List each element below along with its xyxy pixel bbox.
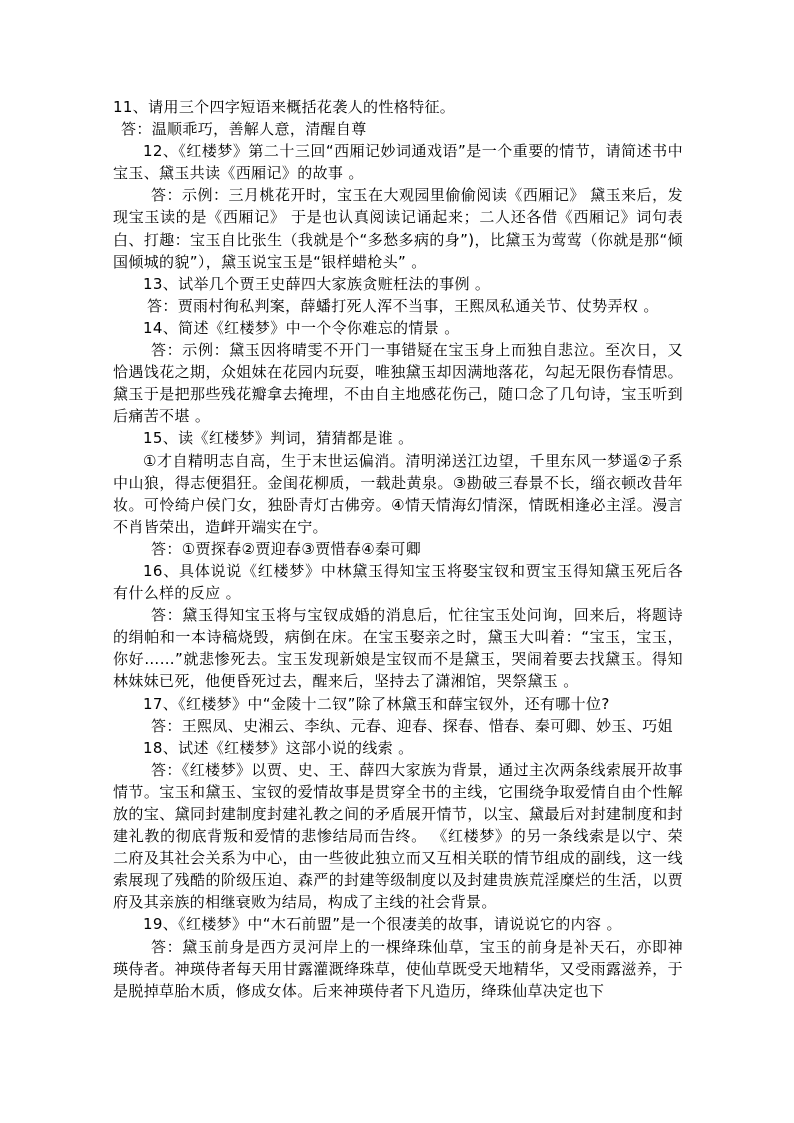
answer-16: 答：黛玉得知宝玉将与宝钗成婚的消息后，忙往宝玉处问询，回来后，将题诗的绢帕和一本诗稿烧毁，病倒在床。在宝玉娶亲之时，黛玉大叫着：“宝玉，宝玉，你好……”就悲惨死去。宝玉发现新娘是宝钗而不是黛玉，哭闹着要去找黛玉。得知林妹妹已死，他便昏死过去，醒来后，坚持去了潇湘馆，哭祭黛玉 。 xyxy=(113,606,683,691)
answer-12: 答：示例：三月桃花开时，宝玉在大观园里偷偷阅读《西厢记》 黛玉来后，发现宝玉读的是《西厢记》 于是也认真阅读记诵起来；二人还各借《西厢记》词句表白、打趣：宝玉自比张生（我就是个“多愁多病的身”)，比黛玉为莺莺（你就是那“倾国倾城的貌”），黛玉说宝玉是“银样蜡枪头” 。 xyxy=(113,186,683,271)
question-12: 12、《红楼梦》第二十三回“西厢记妙词通戏语”是一个重要的情节，请简述书中宝玉、黛玉共读《西厢记》的故事 。 xyxy=(113,142,683,183)
answer-14: 答：示例：黛玉因将晴雯不开门一事错疑在宝玉身上而独自悲泣。至次日，又恰遇饯花之期，众姐妹在花园内玩耍，唯独黛玉却因满地落花，勾起无限伤春情思。黛玉于是把那些残花瓣拿去掩埋，不由自主地感花伤己，随口念了几句诗，宝玉听到后痛苦不堪 。 xyxy=(113,341,683,426)
answer-19: 答：黛玉前身是西方灵河岸上的一棵绛珠仙草，宝玉的前身是补天石，亦即神瑛侍者。神瑛侍者每天用甘露灌溉绛珠草，使仙草既受天地精华，又受雨露滋养，于是脱掉草胎木质，修成女体。后来神瑛侍者下凡造历，绛珠仙草决定也下 xyxy=(113,937,683,1000)
question-11: 11、请用三个四字短语来概括花袭人的性格特征。 xyxy=(113,98,456,116)
question-18: 18、试述《红楼梦》这部小说的线索 。 xyxy=(143,738,414,757)
question-16: 16、具体说说《红楼梦》中林黛玉得知宝玉将娶宝钗和贾宝玉得知黛玉死后各有什么样的反应 。 xyxy=(113,561,683,603)
question-15: 15、读《红楼梦》判词，猜猜都是谁 。 xyxy=(143,429,414,448)
answer-15: 答：①贾探春②贾迎春③贾惜春④秦可卿 xyxy=(151,539,422,558)
question-19: 19、《红楼梦》中“木石前盟”是一个很凄美的故事，请说说它的内容 。 xyxy=(143,915,622,934)
answer-13: 答：贾雨村徇私判案，薛蟠打死人浑不当事，王熙凤私通关节、仗势弄权 。 xyxy=(147,296,659,315)
answer-11: 答：温顺乖巧，善解人意，清醒自尊 xyxy=(121,120,367,139)
answer-17: 答：王熙凤、史湘云、李纨、元春、迎春、探春、惜春、秦可卿、妙玉、巧姐 xyxy=(151,716,673,735)
document-body xyxy=(113,96,683,1002)
question-17: 17、《红楼梦》中“金陵十二钗”除了林黛玉和薛宝钗外，还有哪十位? xyxy=(143,694,610,713)
poem-verses: ①才自精明志自高，生于末世运偏消。清明涕送江边望，千里东风一梦遥②子系中山狼，得志便猖狂。金闺花柳质，一载赴黄泉。③勘破三春景不长，缁衣顿改昔年妆。可怜绮户侯门女，独卧青灯古佛旁。④情天情海幻情深，情既相逢必主淫。漫言不肖皆荣出，造衅开端实在宁。 xyxy=(113,451,683,536)
answer-18: 答：《红楼梦》以贾、史、王、薛四大家族为背景，通过主次两条线索展开故事情节。宝玉和黛玉、宝钗的爱情故事是贯穿全书的主线，它围绕争取爱情自由个性解放的宝、黛同封建制度封建礼教之间的矛盾展开情节，以宝、黛最后对封建制度和封建礼教的彻底背叛和爱情的悲惨结局而告终。 《红楼梦》的另一条线索是以宁、荣二府及其社会关系为中心，由一些彼此独立而又互相关联的情节组成的副线，这一线索展现了残酷的阶级压迫、森严的封建等级制度以及封建贵族荒淫糜烂的生活，以贾府及其亲族的相继衰败为结局，构成了主线的社会背景。 xyxy=(113,760,683,912)
question-13: 13、试举几个贾王史薛四大家族贪赃枉法的事例 。 xyxy=(143,274,491,293)
question-14: 14、简述《红楼梦》中一个令你难忘的情景 。 xyxy=(143,318,460,337)
